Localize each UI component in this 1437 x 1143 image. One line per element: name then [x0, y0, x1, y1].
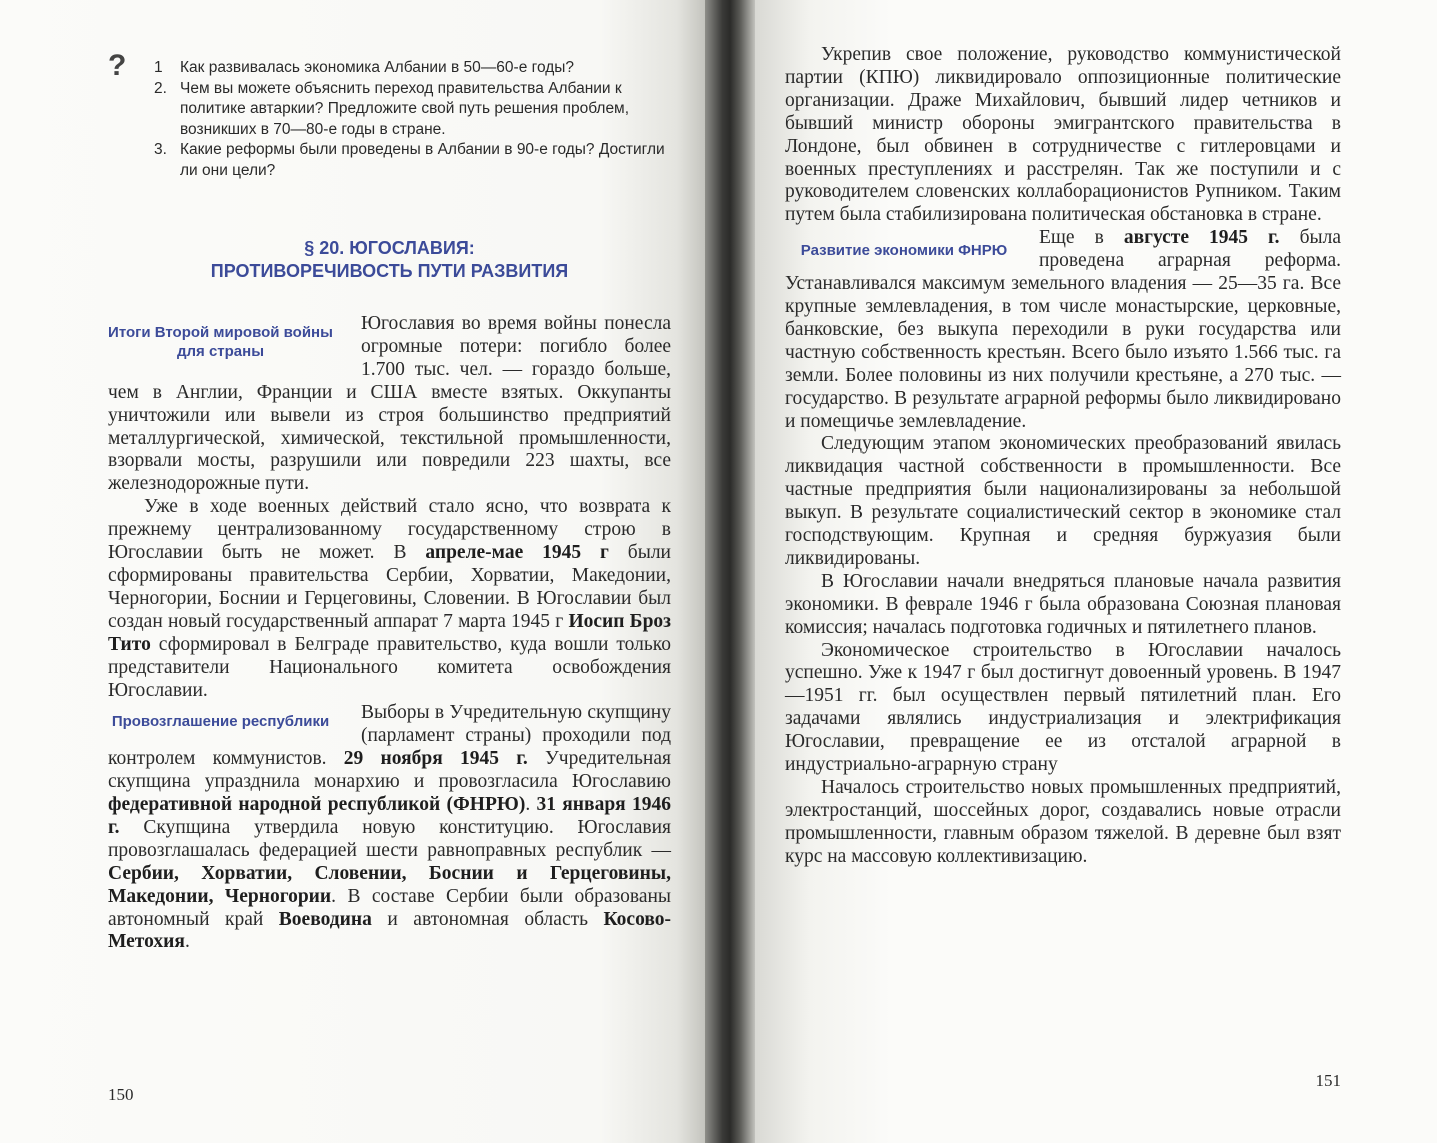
- paragraph: Выборы в Учредительную скупщину (парламент страны) проходили под контролем коммунистов. 29 ноября 1945 г. Учредительная скупщина упразднила монархию и провозгласила Югославию федеративной народной республикой (ФНРЮ). 31 января 1946 г. Скупщина утвердила новую конституцию. Югославия провозглашалась федерацией шести равноправных республик — Сербии, Хорватии, Словении, Боснии и Герцеговины, Македонии, Черногории. В составе Сербии были образованы автономный край Воеводина и автономная область Косово-Метохия.: [108, 702, 672, 953]
- paragraph: В Югославии начали внедряться плановые начала развития экономики. В феврале 1946 г была образована Союзная плановая комиссия; началась подготовка годичных и пятилетнего планов.: [785, 570, 1341, 638]
- paragraph: Следующим этапом экономических преобразований явилась ликвидация частной собственности в промышленности. Все частные предприятия были национализированы за небольшой выкуп. В результате социалистический сектор в экономике стал господствующим. Крупная и средняя буржуазия были ликвидированы.: [785, 433, 1341, 569]
- question-item: [108, 49, 671, 82]
- section-title-line-2: ПРОТИВОРЕЧИВОСТЬ ПУТИ РАЗВИТИЯ: [210, 261, 569, 281]
- question-text: Какие реформы были проведены в Албании в 90-е годы? Достигли ли они цели?: [180, 141, 665, 179]
- question-text: Чем вы можете объяснить переход правительства Албании к политике автаркии? Предложите свой путь решения проблем, возникших в 70—80-е годы в стране.: [180, 79, 630, 138]
- question-number: 1: [154, 59, 163, 76]
- question-item: [108, 140, 671, 181]
- question-item: [108, 79, 671, 141]
- left-page: [0, 0, 705, 1143]
- right-page: [755, 0, 1437, 1143]
- side-heading-republic: Провозглашение республики: [111, 713, 330, 731]
- paragraph: Экономическое строительство в Югославии началось успешно. Уже к 1947 г был достигнут довоенный уровень. В 1947—1951 гг. был осуществлен первый пятилетний план. Его задачами являлись индустриализация и электрификация Югославии, превращение ее из отсталой аграрной в индустриально-аграрную страну: [785, 639, 1341, 776]
- paragraph: Югославия во время войны понесла огромные потери: погибло более 1.700 тыс. чел. — гораздо больше, чем в Англии, Франции и США вместе взятых. Оккупанты уничтожили или вывели из строя большинство предприятий металлургической, химической, текстильной промышленности, взорвали мосты, разрушили или повредили 223 шахты, все железнодорожные пути.: [108, 313, 671, 495]
- left-page-body: [108, 313, 671, 954]
- review-questions: [108, 49, 671, 181]
- question-text: Как развивалась экономика Албании в 50—60-е годы?: [180, 59, 575, 76]
- paragraph: Уже в ходе военных действий стало ясно, что возврата к прежнему централизованному государственному строю в Югославии быть не может. В апреле-мае 1945 г были сформированы правительства Сербии, Хорватии, Македонии, Черногории, Боснии и Герцеговины, Словении. В Югославии был создан новый государственный аппарат 7 марта 1945 г Иосип Броз Тито сформировал в Белграде правительство, куда вошли только представители Национального комитета освобождения Югославии.: [108, 496, 671, 701]
- paragraph: Началось строительство новых промышленных предприятий, электростанций, шоссейных дорог, создавались новые отрасли промышленности, главным образом тяжелой. В деревне был взят курс на массовую коллективизацию.: [785, 777, 1341, 867]
- side-heading-war-results: Итоги Второй мировой войны для страны: [108, 324, 333, 360]
- page-number: 150: [108, 1085, 134, 1104]
- section-title-line-1: § 20. ЮГОСЛАВИЯ:: [304, 238, 475, 258]
- question-number: 2.: [154, 79, 167, 97]
- right-page-body: [785, 44, 1341, 869]
- book-gutter: [705, 0, 755, 1143]
- question-mark-icon: ?: [108, 49, 127, 82]
- page-number: 151: [1315, 1071, 1341, 1090]
- paragraph: Еще в августе 1945 г. была проведена аграрная реформа. Устанавливался максимум земельного владения — 25—35 га. Все крупные землевладения, в том числе монастырские, церковные, банковские, без выкупа переходили в руки государства или частную собственность крестьян. Всего было изъято 1.566 тыс. га земли. Более половины из них получили крестьяне, а 270 тыс. — государство. В результате аграрной реформы было ликвидировано и помещичье землевладение.: [785, 227, 1341, 432]
- question-number: 3.: [154, 141, 167, 158]
- section-title: [108, 237, 671, 283]
- paragraph: Укрепив свое положение, руководство коммунистической партии (КПЮ) ликвидировало оппозиционные политические организации. Драже Михайлович, бывший лидер четников и бывший министр обороны эмигрантского правительства в Лондоне, был обвинен в сотрудничестве с гитлеровцами и военных преступлениях и расстрелян. Так же поступили и с руководителем словенских коллаборационистов Рупником. Таким путем была стабилизирована политическая обстановка в стране.: [785, 44, 1341, 226]
- side-heading-economy: Развитие экономики ФНРЮ: [800, 242, 1008, 260]
